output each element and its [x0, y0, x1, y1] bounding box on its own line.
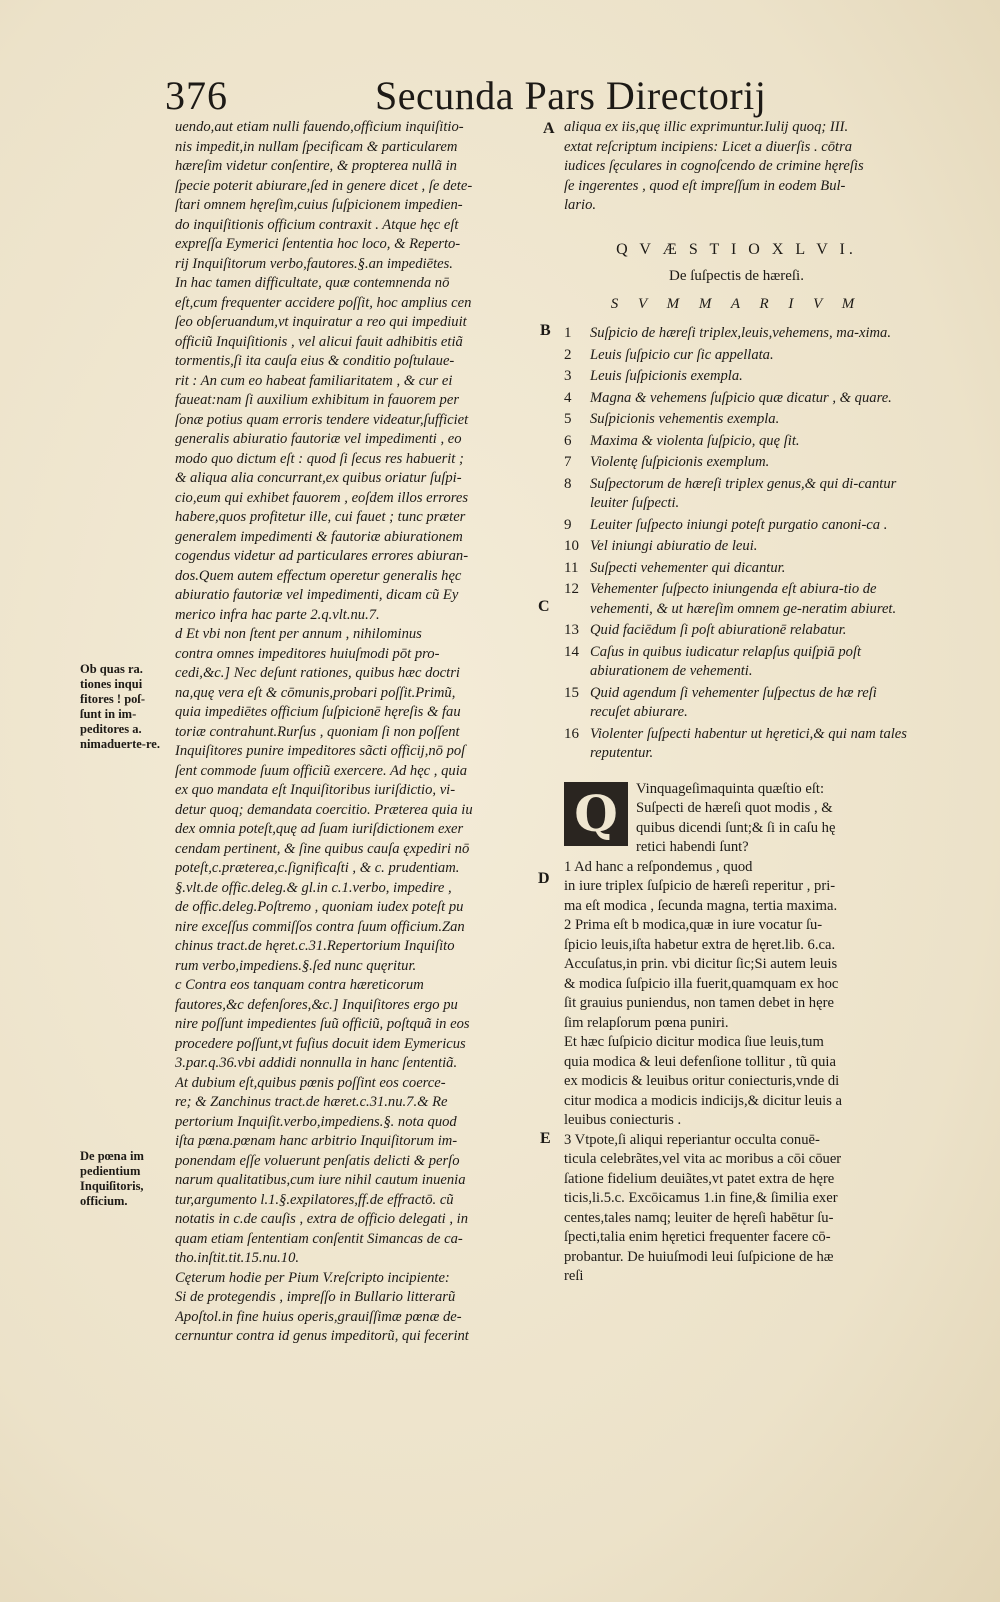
left-line: hæreſim videtur conſentire, & propterea nullã in — [175, 158, 457, 174]
left-line: ponendam eſſe voluerunt penſatis delicti & perſo — [175, 1152, 460, 1169]
summary-item-number: 7 — [564, 454, 572, 470]
summary-item — [564, 516, 909, 536]
left-line: generalem impedimenti & fautoriæ abiurationem — [175, 528, 463, 545]
body-line: retici habendi ſunt? — [636, 839, 749, 855]
left-line: tho.inſtit.tit.15.nu.10. — [175, 1250, 300, 1266]
summary-item — [564, 324, 909, 344]
summary-item-text: Vel iniungi abiuratio de leui. — [590, 538, 758, 554]
question-body — [564, 780, 909, 1287]
left-line: rit : An cum eo habeat familiaritatem , & cur ei — [175, 372, 453, 389]
summary-item — [564, 559, 909, 579]
body-line: ex modicis & leuibus oritur coniecturis,vnde di — [564, 1073, 840, 1089]
left-line: modo quo dictum eſt : quod ſi ſecus res habuerit ; — [175, 450, 464, 467]
right-top-line: iudices ſęculares in cognoſcendo de crimine hęreſis — [564, 158, 864, 174]
body-line: Accuſatus,in prin. vbi dicitur ſic;Si autem leuis — [564, 956, 838, 972]
left-line: quam etiam ſententiam conſentit Simancas de ca- — [175, 1230, 463, 1247]
summary-item-number: 10 — [564, 538, 579, 554]
body-line: centes,tales namq; leuiter de hęreſi habētur ſu- — [564, 1209, 834, 1226]
section-letter-d: D — [538, 870, 550, 887]
left-line: uendo,aut etiam nulli fauendo,officium inquiſitio- — [175, 119, 464, 135]
summary-list — [564, 324, 909, 764]
page-header — [165, 72, 865, 118]
left-column — [175, 118, 537, 1347]
summary-item-text: Violenter ſuſpecti habentur ut hęretici,& qui nam tales reputentur. — [590, 725, 907, 761]
left-line: dex omnia poteſt,quę ad ſuam iuriſdictionem exer — [175, 821, 464, 837]
left-line: abiuratio fautoriæ vel impedimenti, dicam cũ Ey — [175, 587, 459, 603]
left-line: nis impedit,in nullam ſpecificam & particularem — [175, 138, 458, 155]
body-line: 1 Ad hanc a reſpondemus , quod — [564, 858, 753, 875]
section-letter-c: C — [538, 598, 550, 615]
left-line: Inquiſitores punire impeditores sãcti officij,nō poſ — [175, 743, 466, 759]
left-line: Si de protegendis , impreſſo in Bullario litterarũ — [175, 1289, 456, 1305]
left-line: ex quo mandata eſt Inquiſitoribus iuriſdictio, vi- — [175, 782, 456, 798]
left-line: d Et vbi non ſtent per annum , nihilominus — [175, 626, 422, 642]
dropcap-initial: Q — [564, 782, 628, 846]
body-line: leuibus coniecturis . — [564, 1112, 682, 1128]
summary-item-number: 8 — [564, 475, 572, 492]
question-subtitle: De ſuſpectis de hæreſi. — [669, 268, 804, 284]
left-line: ſpecie poterit abiurare,ſed in genere dicet , ſe dete- — [175, 177, 473, 194]
page-number: 376 — [165, 73, 228, 118]
left-line: In hac tamen difficultate, quæ contemnenda nō — [175, 275, 450, 291]
left-line: habere,quos profitetur ille, cui fauet ; tunc præter — [175, 509, 466, 525]
left-line: §.vlt.de offic.deleg.& gl.in c.1.verbo, impedire , — [175, 879, 452, 896]
body-line: & modica ſuſpicio illa fuerit,quamquam ex hoc — [564, 975, 839, 992]
summary-item-text: Violentę ſuſpicionis exemplum. — [590, 454, 770, 470]
summary-item-number: 5 — [564, 411, 572, 427]
body-line: Vinquageſimaquinta quæſtio eſt: — [636, 780, 825, 797]
right-top-line: extat reſcriptum incipiens: Licet a diuerſis . cōtra — [564, 138, 853, 155]
section-letter-b: B — [540, 322, 551, 339]
left-line: cedi,&c.] Nec deſunt rationes, quibus hæc doctri — [175, 665, 460, 681]
left-line: rum verbo,impediens.§.ſed nunc quęritur. — [175, 957, 417, 974]
body-line: ticula celebrãtes,vel vita ac moribus a cōi cōuer — [564, 1151, 842, 1167]
summary-item — [564, 346, 909, 366]
left-line: eſt,cum frequenter accidere poſſit, hoc amplius cen — [175, 294, 472, 311]
body-line: 3 Vtpote,ſi aliqui reperiantur occulta conuē- — [564, 1131, 820, 1148]
margin-note-2: De pœna im pedientium Inquiſitoris, officium. — [80, 1149, 144, 1208]
left-line: de offic.deleg.Poſtremo , quoniam iudex poteſt pu — [175, 899, 464, 915]
question-body-lines — [564, 780, 909, 1287]
left-line: & aliqua alia concurrant,ex quibus oriatur ſuſpi- — [175, 470, 462, 486]
left-line: officiũ Inquiſitionis , vel alicui fauit adhibitis etiã — [175, 333, 463, 350]
summary-item-text: Suſpecti vehementer qui dicantur. — [590, 559, 786, 576]
left-line: toriæ contrahunt.Rurſus , quoniam ſi non poſſent — [175, 723, 460, 740]
left-line: notatis in c.de cauſis , extra de officio delegati , in — [175, 1211, 469, 1227]
summary-item-text: Caſus in quibus iudicatur relapſus quiſpiā poſt abiurationem de vehementi. — [590, 643, 862, 679]
summary-item — [564, 643, 909, 682]
summary-item-text: Leuiter ſuſpecto iniungi poteſt purgatio canoni-ca . — [590, 516, 888, 533]
left-line: contra omnes impeditores huiuſmodi pōt pro- — [175, 645, 440, 662]
body-line: ſatione fidelium deuiãtes,vt patet extra de hęre — [564, 1170, 835, 1187]
left-line: pertorium Inquiſit.verbo,impediens.§. nota quod — [175, 1113, 457, 1130]
summary-heading: S V M M A R I V M — [610, 295, 863, 312]
summary-item-number: 12 — [564, 581, 579, 597]
summary-item — [564, 453, 909, 473]
body-line: Suſpecti de hæreſi quot modis , & — [636, 800, 833, 816]
left-line: re; & Zanchinus tract.de hæret.c.31.nu.7.& Re — [175, 1094, 448, 1110]
left-line: c Contra eos tanquam contra hæreticorum — [175, 977, 424, 993]
right-top-line: ſe ingerentes , quod eſt impreſſum in eodem Bul- — [564, 177, 846, 194]
left-line: detur quoq; demandata coercitio. Prӕterea quia iu — [175, 801, 473, 818]
summary-item-text: Quid faciēdum ſi poſt abiurationē relabatur. — [590, 622, 847, 638]
summary-item-number: 9 — [564, 516, 572, 533]
body-line: quibus dicendi ſunt;& ſi in caſu hę — [636, 819, 836, 836]
left-line: iſta pœna.pœnam hanc arbitrio Inquiſitorum im- — [175, 1133, 458, 1149]
body-line: ſit grauius puniendus, non tamen debet in hęre — [564, 995, 834, 1011]
question-title: Q V Æ S T I O X L V I. — [616, 240, 857, 258]
summary-item-number: 2 — [564, 346, 572, 363]
summary-item-text: Magna & vehemens ſuſpicio quæ dicatur , & quare. — [590, 389, 892, 406]
summary-item-number: 1 — [564, 325, 572, 341]
summary-item-text: Leuis ſuſpicionis exempla. — [590, 368, 743, 384]
body-line: citur modica a modicis indicijs,& dicitur leuis a — [564, 1092, 843, 1109]
left-line: Cęterum hodie per Pium V.reſcripto incipiente: — [175, 1269, 450, 1286]
left-line: nire poſſunt impedientes ſuũ officiũ, poſtquã in eos — [175, 1016, 470, 1032]
left-line: generalis abiuratio fautoriæ vel impedimenti , eo — [175, 431, 462, 447]
left-line: At dubium eſt,quibus pœnis poſſint eos coerce- — [175, 1074, 446, 1091]
summary-item-number: 15 — [564, 684, 579, 701]
left-line: Apoſtol.in fine huius operis,grauiſſimæ pœnæ de- — [175, 1308, 462, 1325]
left-line: ſent commode ſuum officiũ exercere. Ad hęc , quia — [175, 762, 468, 779]
summary-item-text: Vehementer ſuſpecto iniungenda eſt abiura-tio de vehementi, & ut hæreſim omnem ge-neratim abiuret. — [590, 581, 897, 617]
body-line: reſi — [564, 1268, 584, 1284]
body-line: probantur. De huiuſmodi leui ſuſpicione de hæ — [564, 1248, 834, 1265]
summary-item — [564, 389, 909, 409]
body-line: ticis,li.5.c. Excōicamus 1.in fine,& ſimilia exer — [564, 1190, 838, 1206]
summary-item-text: Suſpectorum de hæreſi triplex genus,& qui di-cantur leuiter ſuſpecti. — [590, 475, 897, 511]
left-line: cernuntur contra id genus impeditorũ, qui fecerint — [175, 1328, 469, 1344]
left-line: faueat:nam ſi auxilium exhibitum in fauorem per — [175, 392, 459, 408]
right-column-top-lines — [564, 118, 909, 216]
body-line: ſpicio leuis,iſta habetur extra de hęret.lib. 6.ca. — [564, 936, 836, 953]
left-line: expreſſa Eymerici ſententia hoc loco, & Reperto- — [175, 236, 461, 252]
right-top-line: aliqua ex iis,quę illic exprimuntur.Iulij quoq; III. — [564, 119, 849, 135]
summary-item — [564, 725, 909, 764]
left-column-lines — [175, 118, 537, 1347]
left-line: ſtari omnem hęreſim,cuius ſuſpicionem impedien- — [175, 197, 463, 213]
left-line: rij Inquiſitorum verbo,fautores.§.an impediētes. — [175, 255, 453, 272]
body-line: Et hæc ſuſpicio dicitur modica ſiue leuis,tum — [564, 1034, 824, 1050]
summary-item-number: 16 — [564, 725, 579, 742]
summary-item-text: Leuis ſuſpicio cur ſic appellata. — [590, 346, 774, 363]
summary-item — [564, 410, 909, 430]
section-letter-e: E — [540, 1130, 551, 1147]
summary-item — [564, 432, 909, 452]
margin-note-1: Ob quas ra. tiones inqui fitores ! poſ-ſunt in im-peditores a. nimaduerte-re. — [80, 662, 160, 751]
left-line: procedere poſſunt,vt fuſius docuit idem Eymericus — [175, 1035, 466, 1052]
left-line: tur,argumento l.1.§.expilatores,ff.de effractō. cũ — [175, 1191, 454, 1208]
section-letter-a: A — [543, 120, 555, 137]
right-column — [564, 118, 909, 1287]
left-line: do inquiſitionis officium contraxit . Atque hęc eſt — [175, 216, 459, 233]
summary-item-number: 11 — [564, 559, 579, 576]
left-line: chinus tract.de hęret.c.31.Repertorium Inquiſito — [175, 938, 455, 954]
body-line: 2 Prima eſt b modica,quæ in iure vocatur ſu- — [564, 917, 823, 933]
left-line: cio,eum qui exhibet fauorem , eoſdem illos errores — [175, 489, 469, 506]
summary-item — [564, 580, 909, 619]
summary-item-text: Suſpicio de hæreſi triplex,leuis,vehemens, ma-xima. — [590, 325, 891, 341]
left-line: nire exceſſus commiſſos contra ſuum officium.Zan — [175, 918, 465, 935]
summary-item-text: Maxima & violenta ſuſpicio, quę ſit. — [590, 432, 800, 449]
body-line: ſpecti,talia enim hęretici frequenter facere cō- — [564, 1229, 831, 1245]
left-line: dos.Quem autem effectum operetur generalis hęc — [175, 567, 462, 584]
left-line: ſonæ potius quam erroris tendere videatur,ſufficiet — [175, 411, 469, 428]
summary-item-text: Quid agendum ſi vehementer ſuſpectus de hæ reſi recuſet abiurare. — [590, 684, 877, 720]
summary-item-number: 13 — [564, 622, 579, 638]
right-top-line: lario. — [564, 197, 597, 213]
left-line: poteſt,c.prӕterea,c.ſignificaſti , & c. prudentiam. — [175, 860, 460, 876]
left-line: quia impediētes officium ſuſpicionē hęreſis & fau — [175, 704, 461, 720]
summary-item-text: Suſpicionis vehementis exempla. — [590, 411, 780, 427]
summary-item-number: 6 — [564, 432, 572, 449]
left-line: cogendus videtur ad particulares errores abiuran- — [175, 548, 469, 564]
summary-item — [564, 367, 909, 387]
left-line: tormentis,ſi ita cauſa eius & conditio poſtulaue- — [175, 353, 455, 369]
summary-item-number: 4 — [564, 389, 572, 406]
body-line: quia modica & leui defenſione tollitur , tũ quia — [564, 1053, 836, 1070]
summary-item — [564, 684, 909, 723]
summary-item — [564, 537, 909, 557]
body-line: ſim relapſorum pœna puniri. — [564, 1014, 729, 1031]
left-line: 3.par.q.36.vbi addidi nonnulla in hanc ſententiã. — [175, 1055, 458, 1071]
summary-item — [564, 475, 909, 514]
summary-item — [564, 621, 909, 641]
summary-item-number: 3 — [564, 368, 572, 384]
left-line: fautores,&c defenſores,&c.] Inquiſitores ergo pu — [175, 996, 458, 1013]
left-line: narum qualitatibus,cum iure nihil cautum inuenia — [175, 1172, 466, 1188]
summary-item-number: 14 — [564, 643, 579, 660]
left-line: merico infra hac parte 2.q.vlt.nu.7. — [175, 606, 380, 623]
body-line: in iure triplex ſuſpicio de hæreſi reperitur , pri- — [564, 878, 836, 894]
left-line: na,quę vera eſt & cōmunis,probari poſſit.Primũ, — [175, 684, 456, 701]
left-line: ſeo obſeruandum,vt inquiratur a reo qui impediuit — [175, 314, 467, 330]
running-head: Secunda Pars Directorij — [375, 73, 767, 118]
body-line: ma eſt modica , ſecunda magna, tertia maxima. — [564, 897, 838, 914]
left-line: cendam pertinent, & ſine quibus cauſa ęxpediri nō — [175, 840, 470, 857]
